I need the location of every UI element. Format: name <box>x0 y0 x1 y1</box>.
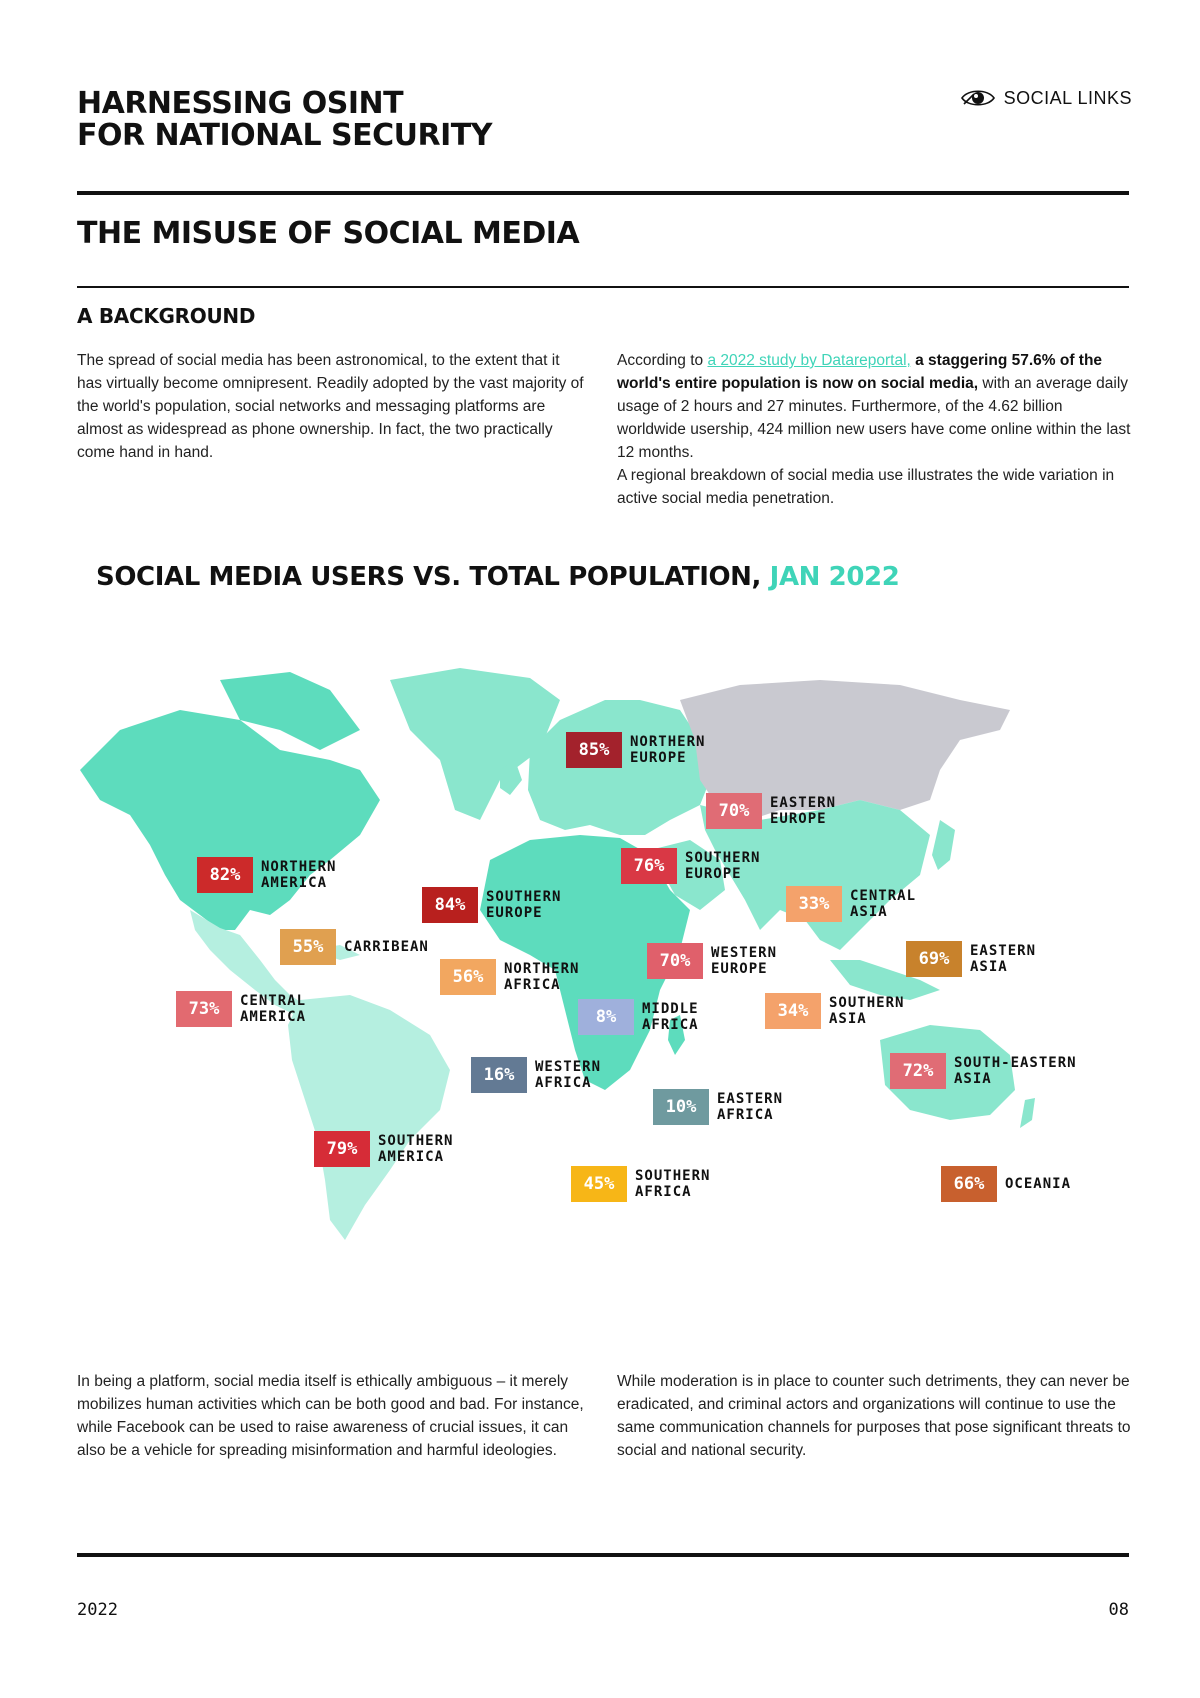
intro-detail: with an average daily usage of 2 hours and 27 minutes. Furthermore, of the 4.62 billion worldwide usership, 424 million new users have come online within the last 12 months. <box>617 375 1131 461</box>
brand-name: SOCIAL LINKS <box>1003 87 1132 108</box>
region-name: EASTERN ASIA <box>970 943 1037 975</box>
region-percent: 69% <box>906 941 962 977</box>
region-name: NORTHERN AMERICA <box>261 859 337 891</box>
region-name: MIDDLE AFRICA <box>642 1001 699 1033</box>
region-name: EASTERN AFRICA <box>717 1091 784 1123</box>
region-name: SOUTHERN AFRICA <box>635 1168 711 1200</box>
eye-logo-icon <box>960 86 996 110</box>
header-divider <box>77 191 1129 195</box>
region-percent: 79% <box>314 1131 370 1167</box>
region-percent: 70% <box>706 793 762 829</box>
intro-closing: A regional breakdown of social media use illustrates the wide variation in active social media penetration. <box>617 467 1115 507</box>
region-name: SOUTHERN AMERICA <box>378 1133 454 1165</box>
region-name: SOUTHERN ASIA <box>829 995 905 1027</box>
footer-year: 2022 <box>77 1600 118 1620</box>
section-title: THE MISUSE OF SOCIAL MEDIA <box>77 216 580 251</box>
region-percent: 66% <box>941 1166 997 1202</box>
map-title-main: SOCIAL MEDIA USERS VS. TOTAL POPULATION, <box>96 562 762 592</box>
region-badge <box>197 857 361 893</box>
region-name: CENTRAL ASIA <box>850 888 917 920</box>
document-title-line1: HARNESSING OSINT <box>77 86 404 121</box>
region-name: WESTERN AFRICA <box>535 1059 602 1091</box>
region-badge <box>653 1089 807 1125</box>
region-badge <box>566 732 730 768</box>
region-percent: 82% <box>197 857 253 893</box>
intro-paragraph-left: The spread of social media has been astronomical, to the extent that it has virtually become omnipresent. Readily adopted by the vast majority of the world's population, social networks and messaging platforms are almost as widespread as phone ownership. In fact, the two practically come hand in hand. <box>77 352 584 461</box>
footer-divider <box>77 1553 1129 1557</box>
outro-paragraph-left: In being a platform, social media itself is ethically ambiguous – it merely mobilizes human activities which can be both good and bad. For instance, while Facebook can be used to raise awareness of crucial issues, it can also be a vehicle for spreading misinformation and harmful ideologies. <box>77 1373 584 1459</box>
map-south-america <box>288 995 450 1240</box>
region-percent: 16% <box>471 1057 527 1093</box>
region-percent: 56% <box>440 959 496 995</box>
region-name: WESTERN EUROPE <box>711 945 778 977</box>
region-badge <box>906 941 1060 977</box>
document-title <box>77 88 677 152</box>
map-title-date: JAN 2022 <box>769 562 900 592</box>
intro-highlight: a staggering 57.6% of the world's entire population is now on social media, <box>617 352 1103 392</box>
region-percent: 70% <box>647 943 703 979</box>
region-percent: 34% <box>765 993 821 1029</box>
region-badge <box>621 848 785 884</box>
region-percent: 55% <box>280 929 336 965</box>
region-name: CENTRAL AMERICA <box>240 993 307 1025</box>
region-badge <box>471 1057 625 1093</box>
region-name: SOUTHERN EUROPE <box>486 889 562 921</box>
region-badge <box>440 959 604 995</box>
region-percent: 73% <box>176 991 232 1027</box>
region-name: OCEANIA <box>1005 1176 1072 1192</box>
region-badge <box>765 993 929 1029</box>
map-north-america <box>80 710 380 930</box>
region-percent: 85% <box>566 732 622 768</box>
region-name: NORTHERN EUROPE <box>630 734 706 766</box>
brand-logo <box>960 86 1132 110</box>
region-badge <box>647 943 801 979</box>
region-badge <box>941 1166 1095 1202</box>
subsection-title: A BACKGROUND <box>77 304 256 328</box>
region-name: EASTERN EUROPE <box>770 795 837 827</box>
intro-paragraph-right <box>617 349 1132 510</box>
intro-prefix: According to <box>617 352 708 369</box>
page-number: 08 <box>1108 1600 1129 1620</box>
region-badge <box>571 1166 735 1202</box>
map-title <box>96 562 899 592</box>
region-badge <box>706 793 870 829</box>
region-percent: 84% <box>422 887 478 923</box>
region-percent: 33% <box>786 886 842 922</box>
map-japan <box>932 820 955 870</box>
region-badge <box>890 1053 1104 1089</box>
map-new-zealand <box>1020 1098 1035 1128</box>
region-badge <box>422 887 586 923</box>
region-name: SOUTHERN EUROPE <box>685 850 761 882</box>
region-percent: 45% <box>571 1166 627 1202</box>
document-title-line2: FOR NATIONAL SECURITY <box>77 118 492 153</box>
section-divider <box>77 286 1129 288</box>
region-name: SOUTH-EASTERN ASIA <box>954 1055 1077 1087</box>
region-badge <box>280 929 454 965</box>
region-name: NORTHERN AFRICA <box>504 961 580 993</box>
region-badge <box>314 1131 478 1167</box>
datareportal-link[interactable]: a 2022 study by Datareportal, <box>707 352 911 369</box>
region-percent: 76% <box>621 848 677 884</box>
region-percent: 72% <box>890 1053 946 1089</box>
region-percent: 10% <box>653 1089 709 1125</box>
region-name: CARRIBEAN <box>344 939 429 955</box>
region-badge <box>176 991 340 1027</box>
region-badge <box>786 886 940 922</box>
region-percent: 8% <box>578 999 634 1035</box>
outro-paragraph-right: While moderation is in place to counter such detriments, they can never be eradicated, and criminal actors and organizations will continue to use the same communication channels for purposes that pose significant threats to social and national security. <box>617 1373 1131 1459</box>
region-badge <box>578 999 722 1035</box>
